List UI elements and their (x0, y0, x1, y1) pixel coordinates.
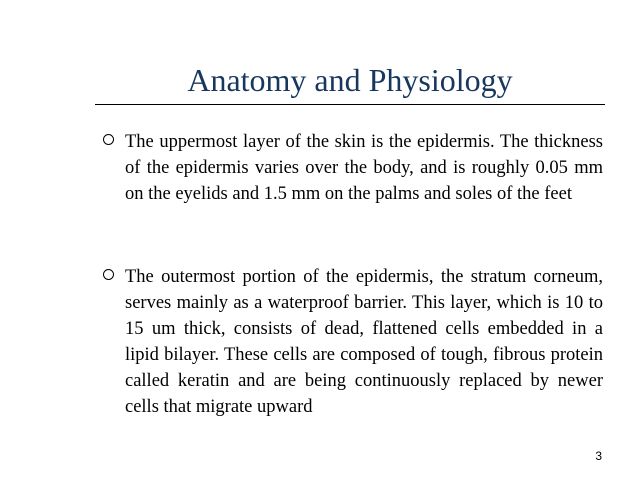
bullet-item (103, 264, 603, 420)
slide-title: Anatomy and Physiology (187, 62, 513, 98)
bullet-item (103, 129, 603, 207)
bullet-text: The outermost portion of the epidermis, the stratum corneum, serves mainly as a waterproof barrier. This layer, which is 10 to 15 um thick, consists of dead, flattened cells embedded in a lipid bilayer. These cells are composed of tough, fibrous protein called keratin and are being continuously replaced by newer cells that migrate upward (125, 267, 603, 417)
bullet-text: The uppermost layer of the skin is the epidermis. The thickness of the epidermis varies over the body, and is roughly 0.05 mm on the eyelids and 1.5 mm on the palms and soles of the feet (125, 132, 603, 204)
hollow-circle-icon (103, 269, 114, 280)
page-number: 3 (595, 449, 602, 463)
hollow-circle-icon (103, 134, 114, 145)
title-divider (95, 104, 605, 105)
